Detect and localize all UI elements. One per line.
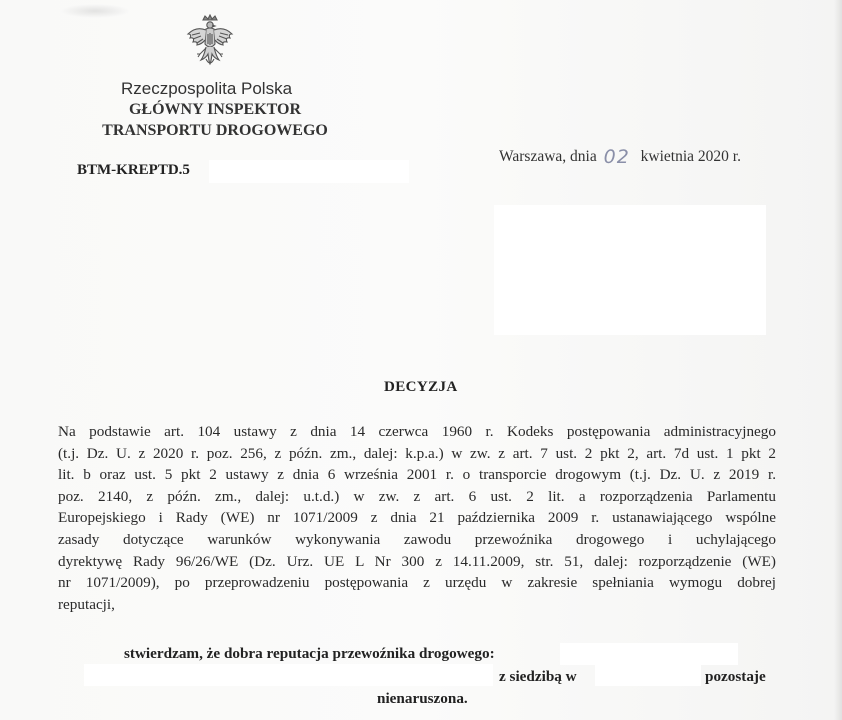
date-suffix: kwietnia 2020 r. [640,148,741,165]
paragraph-line: poz. 2140, z późn. zm., dalej: u.t.d.) w zw. z art. 6 ust. 2 lit. a rozporządzenia Parlamentu [58,487,776,505]
redacted-carrier-name [560,643,738,665]
paragraph-line: zasady dotyczące warunków wykonywania zawodu przewoźnika drogowego i uchylającego [58,530,776,548]
document-title: DECYZJA [384,379,458,395]
remains-label: pozostaje [705,668,766,685]
legal-basis-paragraph [58,421,776,615]
redacted-carrier-name-cont [84,664,493,686]
paper-edge-shadow [834,0,842,720]
authority-line-1: GŁÓWNY INSPEKTOR [128,101,302,118]
reference-number: BTM-KREPTD.5 [77,162,190,178]
paragraph-line: (t.j. Dz. U. z 2020 r. poz. 256, z późn. zm., dalej: k.p.a.) w zw. z art. 7 ust. 2 pkt 2, art. 7d ust. 1 pkt 2 [58,444,776,462]
redacted-seat [595,664,701,686]
finding-statement: stwierdzam, że dobra reputacja przewoźnika drogowego: [124,645,495,662]
paragraph-line: lit. b oraz ust. 5 pkt 2 ustawy z dnia 6 września 2001 r. o transporcie drogowym (t.j. Dz. U. z 2019 r. [58,466,776,484]
handwritten-day: 02 [603,146,630,168]
paragraph-line: Europejskiego i Rady (WE) nr 1071/2009 z dnia 21 października 2009 r. ustanawiającego wspólne [58,509,776,527]
date-line [499,144,741,166]
issuing-authority [84,99,346,141]
seat-label: z siedzibą w [499,668,577,685]
authority-line-2: TRANSPORTU DROGOWEGO [102,122,328,139]
eagle-emblem-icon [184,14,236,74]
outcome-label: nienaruszona. [377,690,468,707]
country-name: Rzeczpospolita Polska [121,79,293,98]
paragraph-line: Na podstawie art. 104 ustawy z dnia 14 czerwca 1960 r. Kodeks postępowania administracyjnego [58,423,776,440]
paragraph-line: reputacji, [58,595,115,613]
paper-smudge [60,4,130,18]
redacted-reference [209,160,409,183]
paragraph-line: nr 1071/2009), po przeprowadzeniu postępowania z urzędu w zakresie spełniania wymogu dobrej [58,574,776,592]
paragraph-line: dyrektywę Rady 96/26/WE (Dz. Urz. UE L Nr 300 z 14.11.2009, str. 51, dalej: rozporządzenie (WE) [58,552,776,570]
redacted-addressee [494,205,766,335]
date-prefix: Warszawa, dnia [499,148,597,165]
